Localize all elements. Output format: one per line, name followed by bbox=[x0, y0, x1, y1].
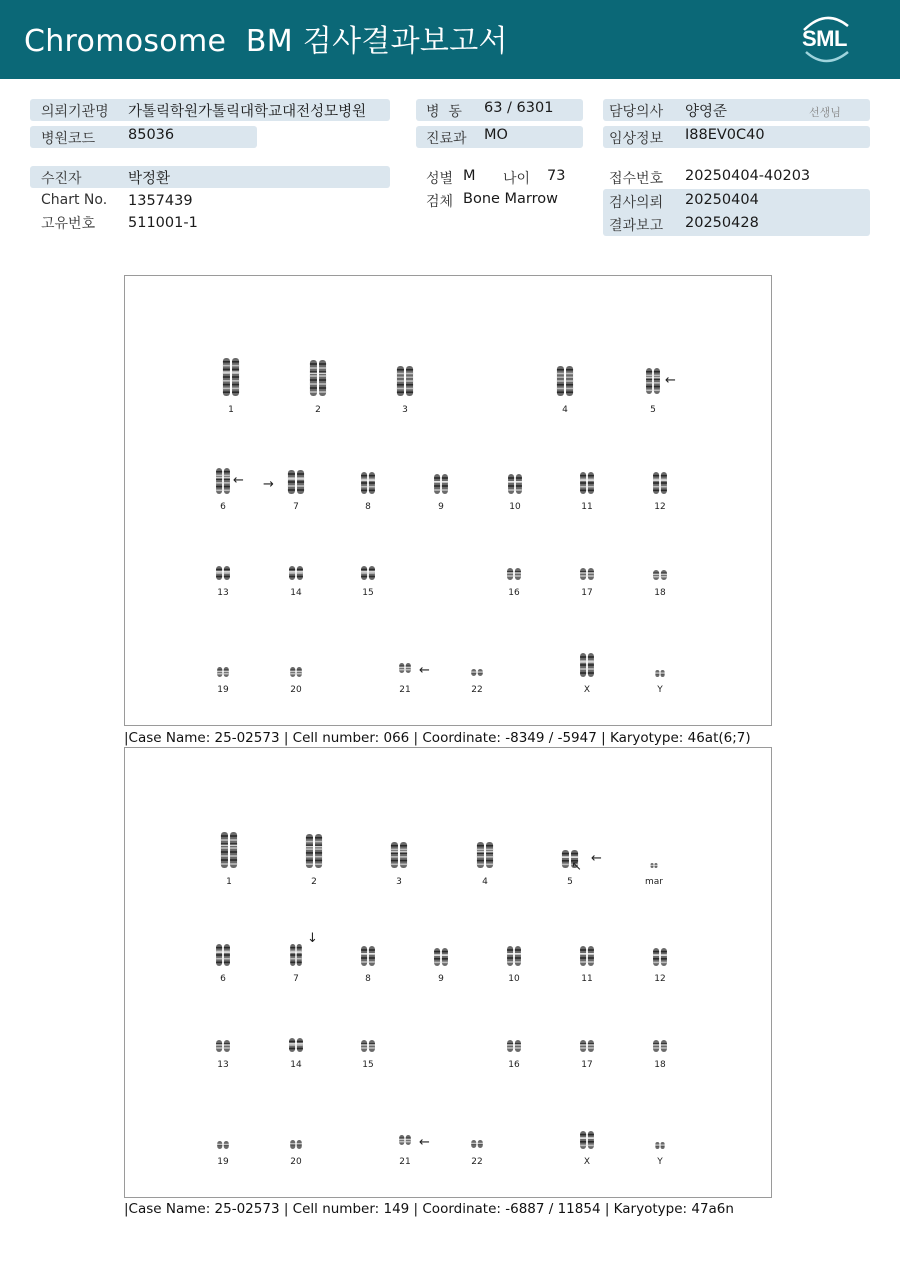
chromosome-pair-9 bbox=[434, 948, 449, 966]
chromosome-pair-15 bbox=[361, 566, 376, 580]
sex-label: 성별 bbox=[426, 171, 454, 187]
chromosome-pair-20 bbox=[290, 1140, 303, 1149]
chromosome-label: Y bbox=[657, 685, 663, 695]
report-label: 결과보고 bbox=[609, 218, 664, 234]
karyogram-2 bbox=[125, 748, 772, 1198]
chromosome-label: 19 bbox=[217, 685, 229, 695]
receipt-label: 접수번호 bbox=[609, 171, 664, 187]
sml-logo bbox=[796, 12, 856, 66]
chromosome-pair-8 bbox=[361, 946, 376, 966]
chromosome-label: 8 bbox=[365, 502, 371, 512]
abnormality-arrow-icon: ↓ bbox=[307, 931, 318, 946]
chromosome-label: 14 bbox=[290, 1060, 302, 1070]
chromosome-label: 3 bbox=[402, 405, 408, 415]
specimen-label: 검체 bbox=[426, 194, 454, 210]
chromosome-pair-Y bbox=[655, 1142, 665, 1149]
age-value: 73 bbox=[547, 168, 566, 184]
abnormality-arrow-icon: ← bbox=[665, 373, 676, 388]
chromosome-pair-6 bbox=[216, 944, 231, 966]
department-value: MO bbox=[484, 127, 508, 143]
chromosome-pair-Y bbox=[655, 670, 665, 677]
chromosome-pair-20 bbox=[290, 667, 303, 677]
chromosome-label: 15 bbox=[362, 588, 374, 598]
chromosome-pair-12 bbox=[653, 948, 668, 966]
chromosome-label: 5 bbox=[567, 877, 573, 887]
chromosome-pair-7 bbox=[287, 470, 304, 494]
clinical-label: 임상정보 bbox=[609, 131, 664, 147]
chromosome-label: 10 bbox=[508, 974, 520, 984]
patient-value: 박정환 bbox=[128, 171, 171, 187]
chromosome-label: 9 bbox=[438, 974, 444, 984]
karyotype-caption-1: |Case Name: 25-02573 | Cell number: 066 | Coordinate: -8349 / -5947 | Karyotype: 46at(6;7) bbox=[124, 730, 751, 746]
chromosome-label: X bbox=[583, 1157, 591, 1167]
chromosome-label: 20 bbox=[290, 1157, 302, 1167]
age-label: 나이 bbox=[503, 171, 531, 187]
chromosome-label: 18 bbox=[654, 588, 666, 598]
hospital-code-label: 병원코드 bbox=[41, 131, 96, 147]
chromosome-label: 19 bbox=[217, 1157, 229, 1167]
chromosome-pair-5 bbox=[646, 368, 661, 394]
chromosome-label: 22 bbox=[471, 1157, 483, 1167]
chromosome-pair-9 bbox=[434, 474, 449, 494]
chromosome-pair-17 bbox=[580, 568, 595, 580]
chromosome-pair-13 bbox=[216, 1040, 231, 1052]
chromosome-pair-18 bbox=[653, 1040, 668, 1052]
chromosome-label: 9 bbox=[438, 502, 444, 512]
doctor-suffix: 선생님 bbox=[809, 106, 841, 119]
unique-no-value: 511001-1 bbox=[128, 215, 198, 231]
chromosome-pair-1 bbox=[222, 358, 239, 396]
chromosome-pair-3 bbox=[396, 366, 413, 396]
chromosome-label: 1 bbox=[226, 877, 232, 887]
institution-label: 의뢰기관명 bbox=[41, 104, 109, 120]
sex-value: M bbox=[463, 168, 476, 184]
chromosome-label: 16 bbox=[508, 1060, 520, 1070]
chromosome-pair-7 bbox=[290, 944, 303, 966]
chromosome-label: 4 bbox=[562, 405, 568, 415]
chromosome-pair-19 bbox=[217, 1141, 230, 1149]
chromosome-label: 17 bbox=[581, 1060, 593, 1070]
chromosome-pair-19 bbox=[217, 667, 230, 677]
chromosome-pair-12 bbox=[653, 472, 668, 494]
chromosome-label: 4 bbox=[482, 877, 488, 887]
chromosome-label: 12 bbox=[654, 974, 666, 984]
chromosome-pair-6 bbox=[216, 468, 231, 494]
patient-label: 수진자 bbox=[41, 171, 82, 187]
chromosome-label: 6 bbox=[220, 502, 226, 512]
institution-value: 가톨릭학원가톨릭대학교대전성모병원 bbox=[128, 104, 367, 120]
chromosome-label: 2 bbox=[311, 877, 317, 887]
chromosome-label: 2 bbox=[315, 405, 321, 415]
department-label: 진료과 bbox=[426, 131, 467, 147]
chromosome-label: 21 bbox=[399, 685, 411, 695]
karyotype-caption-2: |Case Name: 25-02573 | Cell number: 149 | Coordinate: -6887 / 11854 | Karyotype: 47a6n bbox=[124, 1201, 734, 1217]
abnormality-arrow-icon: ← bbox=[591, 851, 602, 866]
chromosome-label: X bbox=[583, 685, 591, 695]
chromosome-label: 21 bbox=[399, 1157, 411, 1167]
chromosome-pair-16 bbox=[507, 1040, 522, 1052]
abnormality-arrow-icon: ← bbox=[419, 663, 430, 678]
request-label: 검사의뢰 bbox=[609, 195, 664, 211]
chromosome-pair-22 bbox=[471, 1140, 484, 1148]
karyotype-image-2 bbox=[124, 747, 772, 1198]
chromosome-label: 7 bbox=[293, 974, 299, 984]
unique-no-label: 고유번호 bbox=[41, 216, 96, 232]
karyotype-image-1 bbox=[124, 275, 772, 726]
chart-no-value: 1357439 bbox=[128, 193, 193, 209]
logo-text: SML bbox=[802, 26, 847, 51]
chromosome-pair-X bbox=[580, 653, 595, 677]
chromosome-pair-8 bbox=[361, 472, 376, 494]
request-value: 20250404 bbox=[685, 192, 759, 208]
chromosome-pair-4 bbox=[556, 366, 573, 396]
chromosome-label: 6 bbox=[220, 974, 226, 984]
chromosome-label: 11 bbox=[581, 502, 593, 512]
chromosome-label: 17 bbox=[581, 588, 593, 598]
receipt-value: 20250404-40203 bbox=[685, 168, 811, 184]
chromosome-label: 15 bbox=[362, 1060, 374, 1070]
abnormality-arrow-icon: ↖ bbox=[571, 859, 582, 874]
chromosome-label: 3 bbox=[396, 877, 402, 887]
chromosome-pair-14 bbox=[289, 1038, 304, 1052]
chromosome-label: 20 bbox=[290, 685, 302, 695]
chromosome-pair-15 bbox=[361, 1040, 376, 1052]
chromosome-label: 1 bbox=[228, 405, 234, 415]
chromosome-label: 11 bbox=[581, 974, 593, 984]
chromosome-pair-18 bbox=[653, 570, 668, 580]
chromosome-pair-X bbox=[580, 1131, 595, 1149]
chromosome-pair-10 bbox=[507, 946, 522, 966]
chromosome-label: 13 bbox=[217, 588, 229, 598]
chromosome-pair-2 bbox=[309, 360, 326, 396]
chromosome-label: 8 bbox=[365, 974, 371, 984]
patient-row bbox=[30, 166, 390, 188]
chromosome-pair-2 bbox=[305, 834, 322, 868]
clinical-value: I88EV0C40 bbox=[685, 127, 765, 143]
chromosome-label: Y bbox=[657, 1157, 663, 1167]
chromosome-pair-11 bbox=[580, 472, 595, 494]
chromosome-label: 18 bbox=[654, 1060, 666, 1070]
chromosome-pair-17 bbox=[580, 1040, 595, 1052]
chromosome-pair-16 bbox=[507, 568, 522, 580]
chromosome-pair-mar bbox=[650, 863, 658, 868]
report-header bbox=[0, 0, 900, 79]
abnormality-arrow-icon: → bbox=[263, 477, 274, 492]
specimen-value: Bone Marrow bbox=[463, 191, 559, 207]
doctor-label: 담당의사 bbox=[609, 104, 664, 120]
abnormality-arrow-icon: ← bbox=[419, 1135, 430, 1150]
chromosome-label: 14 bbox=[290, 588, 302, 598]
chromosome-pair-4 bbox=[476, 842, 493, 868]
chromosome-label: 12 bbox=[654, 502, 666, 512]
chromosome-pair-10 bbox=[508, 474, 523, 494]
chromosome-pair-22 bbox=[471, 669, 484, 676]
hospital-code-value: 85036 bbox=[128, 127, 175, 143]
doctor-value: 양영준 bbox=[685, 104, 728, 120]
chromosome-label: mar bbox=[645, 877, 663, 887]
karyogram-1 bbox=[125, 276, 772, 726]
chromosome-pair-21 bbox=[399, 663, 412, 673]
chromosome-label: 16 bbox=[508, 588, 520, 598]
chromosome-label: 10 bbox=[509, 502, 521, 512]
abnormality-arrow-icon: ← bbox=[233, 473, 244, 488]
chromosome-pair-14 bbox=[289, 566, 304, 580]
chromosome-pair-11 bbox=[580, 946, 595, 966]
ward-value: 63 / 6301 bbox=[484, 100, 554, 116]
ward-label: 병 동 bbox=[426, 104, 462, 120]
chromosome-pair-21 bbox=[399, 1135, 412, 1145]
chromosome-pair-13 bbox=[216, 566, 231, 580]
chromosome-label: 5 bbox=[650, 405, 656, 415]
chromosome-pair-3 bbox=[390, 842, 407, 868]
report-value: 20250428 bbox=[685, 215, 759, 231]
chromosome-label: 22 bbox=[471, 685, 483, 695]
report-title: Chromosome BM 검사결과보고서 bbox=[24, 24, 508, 59]
chromosome-label: 13 bbox=[217, 1060, 229, 1070]
chart-no-label: Chart No. bbox=[41, 192, 108, 208]
chromosome-pair-1 bbox=[220, 832, 237, 868]
chromosome-label: 7 bbox=[293, 502, 299, 512]
